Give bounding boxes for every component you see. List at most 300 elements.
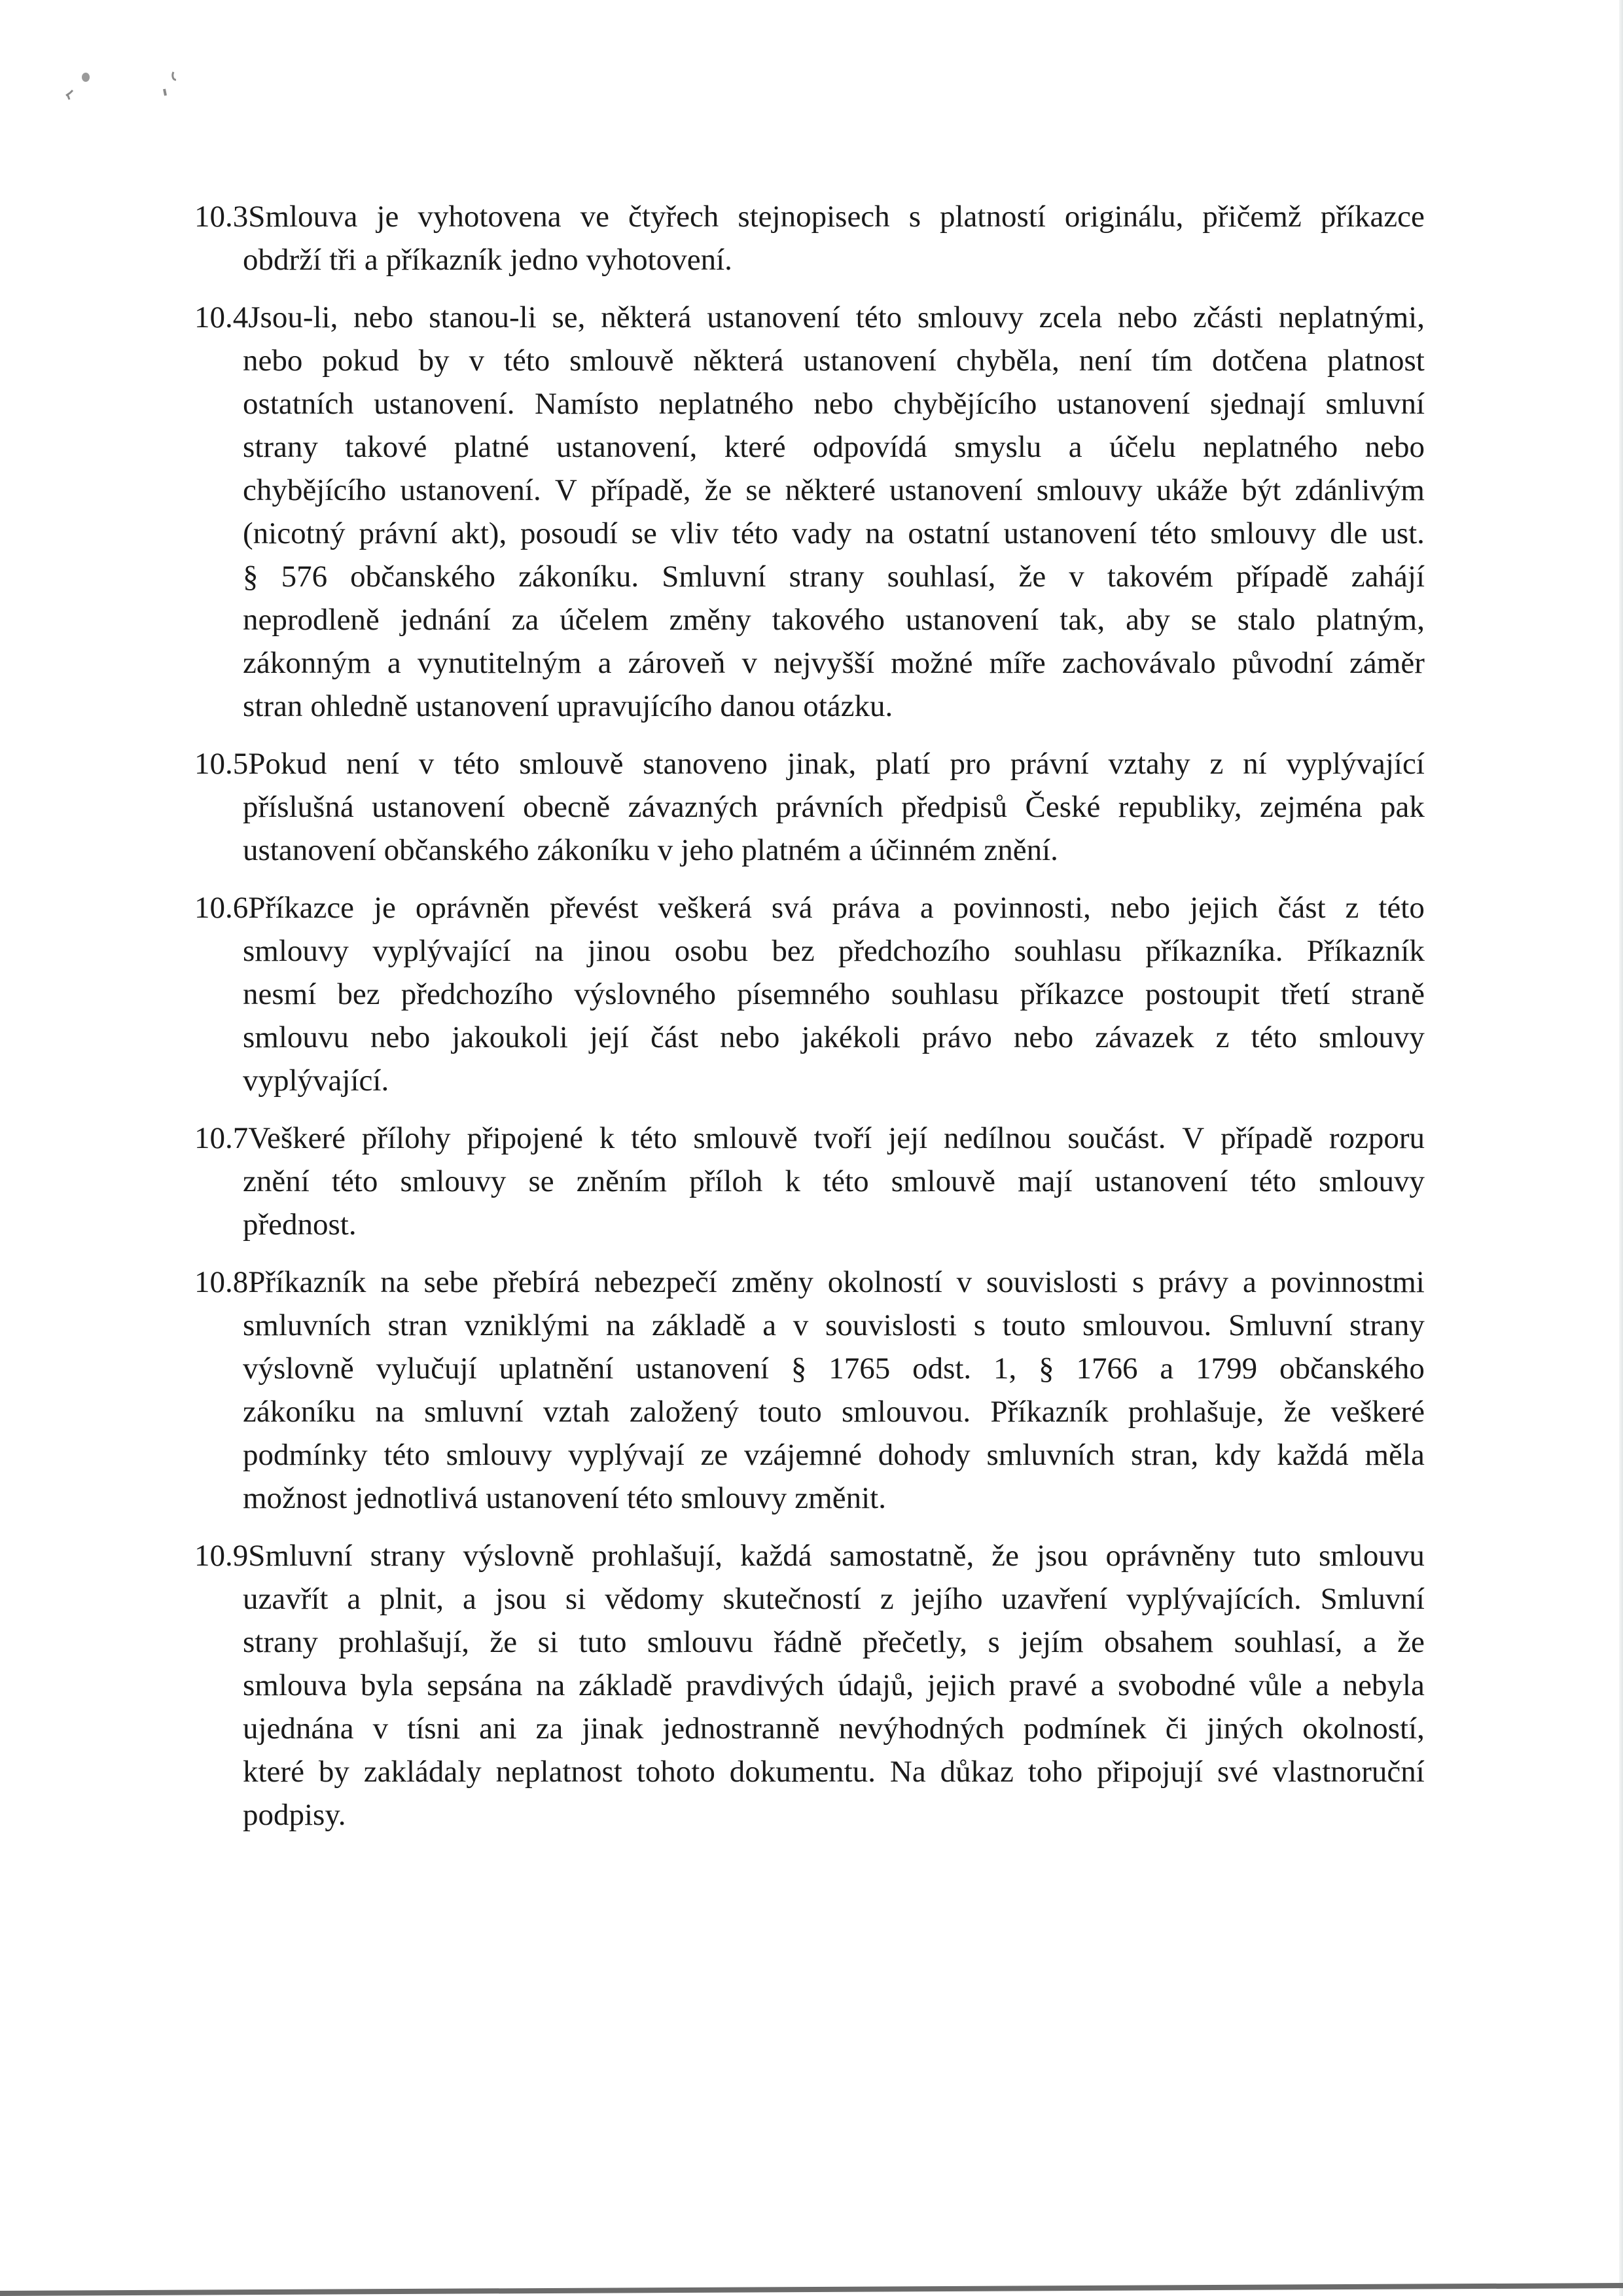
word: ustanovení: [635, 1352, 769, 1386]
word: Veškeré: [248, 1121, 346, 1155]
word: souhlasu: [891, 977, 999, 1011]
word: Smluvní: [1228, 1308, 1333, 1342]
word: vynutitelným: [417, 646, 582, 680]
clause-line: [194, 1433, 1425, 1477]
word: sepsána: [427, 1668, 523, 1702]
word: nebo: [1013, 1020, 1074, 1054]
word: jejím: [1020, 1625, 1084, 1659]
word: Namísto: [534, 387, 639, 421]
word: čtyřech: [628, 200, 719, 234]
word: pokud: [322, 344, 399, 378]
word: na: [605, 1308, 635, 1342]
word: nebo: [1364, 430, 1425, 464]
word: jsou: [495, 1582, 547, 1616]
clause-text: [248, 1261, 1425, 1304]
clause-text: [243, 1793, 1425, 1837]
word: nedílnou: [944, 1121, 1052, 1155]
speck: [164, 89, 166, 96]
clause-text: [243, 1433, 1425, 1477]
word: tvoří: [813, 1121, 872, 1155]
word: jakoukoli: [452, 1020, 568, 1054]
word: Na: [889, 1755, 926, 1789]
word: souvislosti: [986, 1265, 1118, 1299]
word: okolností,: [1302, 1712, 1425, 1746]
clause-10-7: [194, 1117, 1425, 1246]
word: ostatních: [243, 387, 354, 421]
clause-line: [194, 1016, 1425, 1059]
word: z: [1209, 747, 1224, 781]
word: ustanovení: [803, 344, 937, 378]
word: závazných: [628, 790, 758, 824]
word: každá: [740, 1539, 812, 1573]
clause-line: [194, 512, 1425, 555]
clause-10-4: [194, 296, 1425, 728]
word: svá: [771, 891, 813, 925]
word: veškeré: [1330, 1395, 1425, 1429]
word: souvislosti: [825, 1308, 957, 1342]
word: stran,: [1131, 1438, 1199, 1472]
word: předchozího: [838, 934, 991, 968]
clause-line: [194, 238, 1425, 281]
word: nebo: [370, 1020, 431, 1054]
word: této: [1250, 1164, 1296, 1198]
word: vady: [791, 516, 852, 550]
word: jeho: [681, 833, 734, 867]
word: je: [376, 200, 399, 234]
word: této: [855, 300, 902, 334]
clause-text: [243, 238, 1425, 281]
word: přednost.: [243, 1208, 357, 1242]
word: nebo: [1110, 891, 1171, 925]
clause-line: [194, 1534, 1425, 1577]
word: základě: [651, 1308, 746, 1342]
word: tři: [329, 243, 357, 277]
word: vyplývají: [568, 1438, 685, 1472]
word: příkazce: [1020, 977, 1124, 1011]
clause-text: [243, 1390, 1425, 1433]
word: účinném: [870, 833, 976, 867]
word: právy: [1158, 1265, 1229, 1299]
word: republiky,: [1118, 790, 1242, 824]
clause-text: [243, 1203, 1425, 1246]
word: podpisy.: [243, 1798, 346, 1832]
word: smlouvy: [446, 1438, 552, 1472]
word: případě: [1221, 1121, 1313, 1155]
word: souhlasí,: [887, 560, 996, 594]
word: strany: [1349, 1308, 1425, 1342]
word: uplatnění: [499, 1352, 614, 1386]
word: se: [1190, 603, 1217, 637]
clause-text: [248, 195, 1425, 238]
clause-10-3: [194, 195, 1425, 281]
word: přičemž: [1202, 200, 1302, 234]
clause-text: [243, 339, 1425, 382]
clause-text: [243, 685, 1425, 728]
word: jednostranně: [662, 1712, 820, 1746]
word: zněním: [576, 1164, 668, 1198]
clause-line: [194, 1707, 1425, 1750]
word: vzniklými: [464, 1308, 590, 1342]
word: některá: [693, 344, 784, 378]
word: strany: [243, 430, 318, 464]
clause-line: [194, 785, 1425, 829]
word: příkazník: [385, 243, 503, 277]
word: smlouva: [243, 1668, 348, 1702]
word: zákoníku.: [518, 560, 639, 594]
word: výslovně: [463, 1539, 575, 1573]
clause-text: [243, 1621, 1425, 1664]
word: neplatného: [658, 387, 794, 421]
word: strany: [789, 560, 865, 594]
clause-text: [243, 1707, 1425, 1750]
word: touto: [1002, 1308, 1066, 1342]
speck: [66, 90, 73, 99]
word: měla: [1364, 1438, 1425, 1472]
word: tísni: [407, 1712, 461, 1746]
word: k: [785, 1164, 801, 1198]
word: ustanovení.: [374, 387, 515, 421]
clause-text: [243, 929, 1425, 973]
clause-line: [194, 929, 1425, 973]
word: právní: [1010, 747, 1089, 781]
clause-line: [194, 829, 1425, 872]
word: jejího: [912, 1582, 983, 1616]
word: vlastnoruční: [1272, 1755, 1425, 1789]
word: platném: [741, 833, 841, 867]
clause-text: [243, 973, 1425, 1016]
word: neplatného: [1203, 430, 1338, 464]
clause-text: [243, 1664, 1425, 1707]
word: ustanovení: [1056, 387, 1190, 421]
word: každá: [1277, 1438, 1349, 1472]
word: případě,: [590, 473, 691, 507]
word: ustanovení: [905, 603, 1039, 637]
word: jinak: [582, 1712, 644, 1746]
word: mají: [1018, 1164, 1073, 1198]
word: že: [704, 473, 732, 507]
word: Smluvní: [662, 560, 766, 594]
word: souhlasí,: [1234, 1625, 1343, 1659]
word: údajů,: [837, 1668, 914, 1702]
clause-number: 10.6: [194, 891, 249, 925]
word: upravujícího: [556, 689, 713, 723]
word: smlouvy: [243, 934, 349, 968]
word: platí: [876, 747, 931, 781]
word: výslovně: [243, 1352, 354, 1386]
contract-clauses: [194, 195, 1425, 1851]
word: vědomy: [605, 1582, 704, 1616]
word: této: [631, 1121, 677, 1155]
word: platným,: [1316, 603, 1425, 637]
word: V: [1182, 1121, 1205, 1155]
word: této: [331, 1164, 378, 1198]
word: ust.: [1381, 516, 1425, 550]
word: takového: [772, 603, 885, 637]
clause-line: [194, 1793, 1425, 1837]
word: 1799: [1196, 1352, 1258, 1386]
word: třetí: [1280, 977, 1330, 1011]
word: Příkazník: [248, 1265, 366, 1299]
clause-text: [243, 1577, 1425, 1621]
clause-line: [194, 382, 1425, 425]
word: z: [880, 1582, 894, 1616]
word: této: [454, 747, 500, 781]
word: které: [243, 1755, 304, 1789]
word: smlouvou.: [841, 1395, 971, 1429]
word: přečetly,: [862, 1625, 968, 1659]
word: v: [372, 1712, 389, 1746]
clause-line: [194, 296, 1425, 339]
word: a: [1243, 1265, 1257, 1299]
word: stejnopisech: [738, 200, 890, 234]
word: ve: [580, 200, 609, 234]
clause-text: [243, 555, 1425, 598]
word: vůle: [1249, 1668, 1302, 1702]
clause-line: [194, 1059, 1425, 1102]
word: smlouvy: [917, 300, 1024, 334]
word: ustanovení,: [556, 430, 698, 464]
word: tuto: [1253, 1539, 1301, 1573]
word: nebezpečí: [594, 1265, 717, 1299]
word: ze: [700, 1438, 728, 1472]
word: skutečností: [722, 1582, 861, 1616]
word: právní: [359, 516, 438, 550]
word: možné: [891, 646, 973, 680]
word: znění.: [984, 833, 1058, 867]
word: s: [908, 200, 921, 234]
word: právo: [921, 1020, 992, 1054]
clause-line: [194, 886, 1425, 929]
clause-line: [194, 1390, 1425, 1433]
word: že: [1018, 560, 1046, 594]
word: se,: [552, 300, 586, 334]
word: její: [589, 1020, 629, 1054]
clause-10-5: [194, 742, 1425, 872]
clause-text: [248, 742, 1425, 785]
word: 1,: [993, 1352, 1017, 1386]
word: změny: [669, 603, 751, 637]
word: vztah: [543, 1395, 610, 1429]
word: možnost: [243, 1481, 348, 1515]
word: ani: [479, 1712, 517, 1746]
word: smluvní: [424, 1395, 524, 1429]
word: jednání: [400, 603, 491, 637]
word: některá: [601, 300, 692, 334]
word: být: [1241, 473, 1281, 507]
word: stalo: [1237, 603, 1296, 637]
word: znění: [243, 1164, 310, 1198]
word: takové: [345, 430, 427, 464]
word: přebírá: [492, 1265, 580, 1299]
word: a: [1315, 1668, 1330, 1702]
word: za: [535, 1712, 563, 1746]
word: uzavřít: [243, 1582, 329, 1616]
word: Příkazník: [990, 1395, 1109, 1429]
word: nebo: [813, 387, 874, 421]
clause-line: [194, 1347, 1425, 1390]
word: obdrží: [243, 243, 322, 277]
word: jinak,: [787, 747, 857, 781]
word: ustanovení: [1094, 1164, 1228, 1198]
word: tuto: [579, 1625, 627, 1659]
word: prohlašují,: [338, 1625, 470, 1659]
word: za: [511, 603, 539, 637]
word: příloh: [689, 1164, 763, 1198]
clause-line: [194, 1117, 1425, 1160]
word: účelem: [560, 603, 649, 637]
word: na: [375, 1395, 404, 1429]
word: část: [650, 1020, 699, 1054]
word: smluvních: [986, 1438, 1115, 1472]
word: přílohy: [361, 1121, 451, 1155]
word: nebo: [1117, 300, 1178, 334]
word: změnit.: [794, 1481, 886, 1515]
word: ostatní: [908, 516, 990, 550]
word: Smlouva: [248, 200, 358, 234]
word: dohody: [878, 1438, 971, 1472]
speck: [82, 73, 90, 82]
word: této: [1251, 1020, 1297, 1054]
word: této: [823, 1164, 869, 1198]
word: §: [243, 560, 259, 594]
word: osobu: [674, 934, 748, 968]
word: smluvních: [243, 1308, 371, 1342]
word: připojují: [1097, 1755, 1204, 1789]
word: občanského: [1279, 1352, 1425, 1386]
word: otázku.: [803, 689, 893, 723]
word: na: [865, 516, 895, 550]
word: smlouvy: [1319, 1020, 1425, 1054]
word: v: [469, 344, 484, 378]
word: součást.: [1067, 1121, 1166, 1155]
word: Smluvní: [1320, 1582, 1425, 1616]
word: ustanovení: [486, 1481, 619, 1515]
clause-text: [248, 296, 1425, 339]
word: ustanovení: [889, 473, 1023, 507]
word: připojené: [467, 1121, 583, 1155]
word: občanského: [383, 833, 529, 867]
word: a: [387, 646, 401, 680]
word: pravé: [1008, 1668, 1078, 1702]
word: ustanovení: [416, 689, 549, 723]
word: obecně: [523, 790, 611, 824]
clause-line: [194, 742, 1425, 785]
word: podmínek: [1023, 1712, 1147, 1746]
word: ní: [1243, 747, 1267, 781]
word: smlouvy: [1210, 516, 1317, 550]
word: bez: [337, 977, 380, 1011]
word: oprávněny: [1105, 1539, 1236, 1573]
word: smlouvy: [400, 1164, 507, 1198]
word: zdánlivým: [1294, 473, 1425, 507]
word: Příkazník: [1306, 934, 1425, 968]
word: nebo: [720, 1020, 780, 1054]
word: nesmí: [243, 977, 317, 1011]
word: příkazníka.: [1145, 934, 1283, 968]
word: účelu: [1109, 430, 1176, 464]
word: postoupit: [1145, 977, 1260, 1011]
word: vylučují: [376, 1352, 477, 1386]
word: ustanovení: [707, 300, 840, 334]
word: okolností: [827, 1265, 942, 1299]
word: povinnosti,: [953, 891, 1091, 925]
word: vyhotovení.: [586, 243, 732, 277]
word: Pokud: [248, 747, 327, 781]
word: záměr: [1349, 646, 1425, 680]
word: výslovného: [574, 977, 716, 1011]
word: §: [791, 1352, 807, 1386]
word: by: [418, 344, 450, 378]
word: této: [732, 516, 779, 550]
clause-text: [243, 382, 1425, 425]
word: zčásti: [1193, 300, 1264, 334]
word: v: [956, 1265, 972, 1299]
clause-text: [248, 1534, 1425, 1577]
clause-text: [243, 469, 1425, 512]
clause-text: [243, 1477, 1425, 1520]
word: odst.: [912, 1352, 972, 1386]
word: sjednají: [1209, 387, 1306, 421]
word: pravdivých: [686, 1668, 825, 1702]
word: dotčena: [1212, 344, 1308, 378]
word: takovém: [1107, 560, 1213, 594]
word: se: [528, 1164, 554, 1198]
word: ustanovení.: [400, 473, 541, 507]
clause-line: [194, 195, 1425, 238]
word: se: [631, 516, 657, 550]
word: z: [1215, 1020, 1230, 1054]
word: rozporu: [1329, 1121, 1425, 1155]
clause-line: [194, 1577, 1425, 1621]
word: jsou: [1037, 1539, 1088, 1573]
word: si: [537, 1625, 558, 1659]
word: (nicotný: [243, 516, 346, 550]
word: v: [657, 833, 673, 867]
word: smlouvu: [647, 1625, 753, 1659]
word: samostatně,: [829, 1539, 974, 1573]
clause-line: [194, 641, 1425, 685]
word: odpovídá: [812, 430, 927, 464]
word: strany: [243, 1625, 318, 1659]
word: vyhotovena: [418, 200, 562, 234]
word: ustanovení: [372, 790, 505, 824]
word: danou: [720, 689, 796, 723]
word: jejich: [927, 1668, 996, 1702]
word: plnit,: [380, 1582, 444, 1616]
word: Jsou-li,: [248, 300, 338, 334]
word: nebo: [353, 300, 414, 334]
word: vzájemné: [743, 1438, 863, 1472]
word: stran: [243, 689, 303, 723]
word: práva: [832, 891, 901, 925]
scan-right-edge: [1619, 0, 1623, 2296]
clause-10-6: [194, 886, 1425, 1102]
word: souhlasu: [1014, 934, 1122, 968]
word: stran: [387, 1308, 448, 1342]
clause-text: [243, 1016, 1425, 1059]
word: zejména: [1260, 790, 1363, 824]
word: základě: [578, 1668, 673, 1702]
clause-line: [194, 1203, 1425, 1246]
word: smluvní: [1325, 387, 1425, 421]
clause-line: [194, 339, 1425, 382]
word: v: [793, 1308, 809, 1342]
word: že: [991, 1539, 1020, 1573]
word: některé: [785, 473, 876, 507]
word: a: [1090, 1668, 1105, 1702]
clause-number: 10.4: [194, 300, 249, 334]
word: zákoníku: [243, 1395, 356, 1429]
